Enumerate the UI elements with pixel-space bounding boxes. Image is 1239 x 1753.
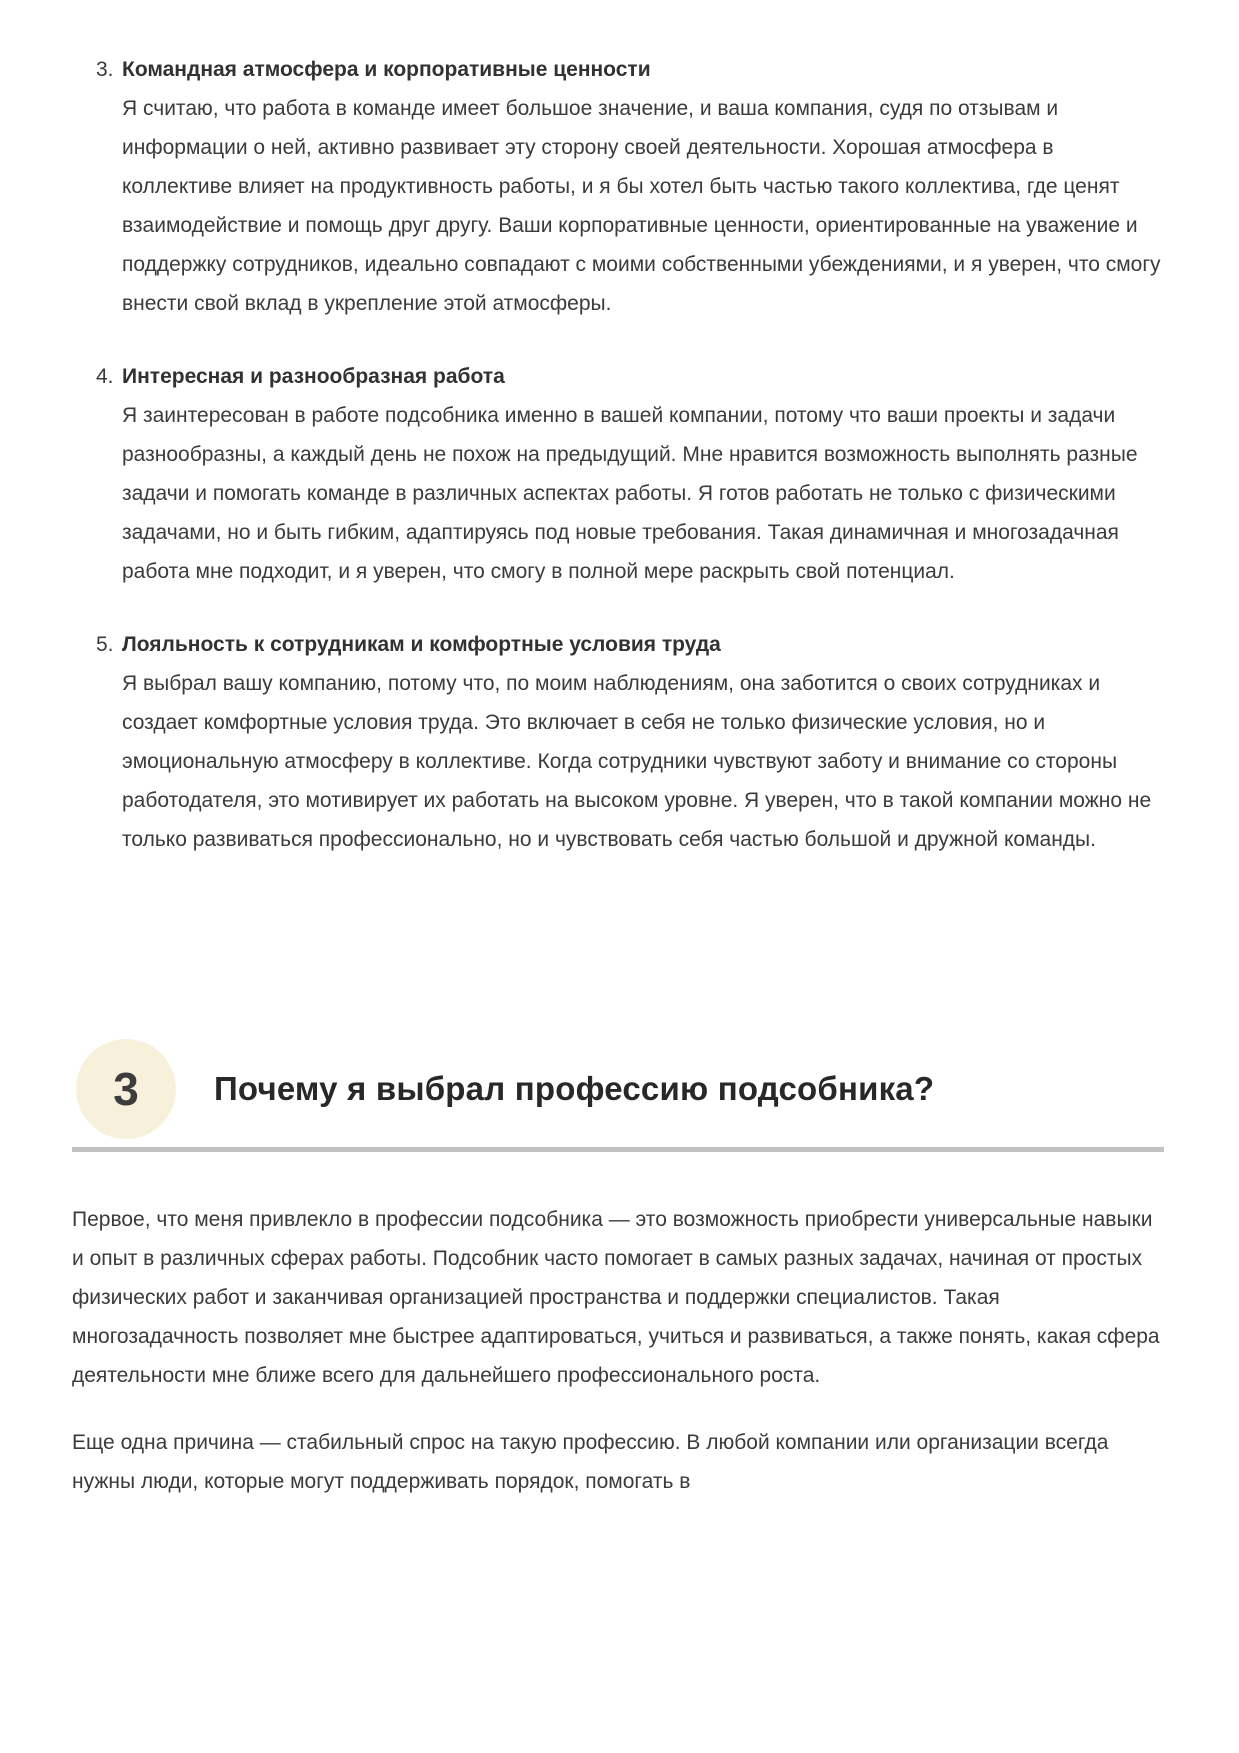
section-title: Почему я выбрал профессию подсобника? — [214, 1070, 935, 1107]
list-item-body: Я считаю, что работа в команде имеет большое значение, и ваша компания, судя по отзывам и информации о ней, активно развивает эту сторону своей деятельности. Хорошая атмосфера в коллективе влияет на продуктивность работы, и я бы хотел быть частью такого коллектива, где ценят взаимодействие и помощь друг другу. Ваши корпоративные ценности, ориентированные на уважение и поддержку сотрудников, идеально совпадают с моими собственными убеждениями, и я уверен, что смогу внести свой вклад в укрепление этой атмосферы. — [122, 97, 1161, 315]
section-number-badge: 3 — [76, 1039, 176, 1139]
section-divider — [72, 1147, 1164, 1152]
list-item-content — [122, 625, 1164, 859]
list-item-number: 3. — [96, 58, 114, 81]
list-item-title: Лояльность к сотрудникам и комфортные условия труда — [122, 633, 721, 656]
list-item-number: 5. — [96, 633, 114, 656]
list-item-body: Я заинтересован в работе подсобника именно в вашей компании, потому что ваши проекты и задачи разнообразны, а каждый день не похож на предыдущий. Мне нравится возможность выполнять разные задачи и помогать команде в различных аспектах работы. Я готов работать не только с физическими задачами, но и быть гибким, адаптируясь под новые требования. Такая динамичная и многозадачная работа мне подходит, и я уверен, что смогу в полной мере раскрыть свой потенциал. — [122, 404, 1138, 583]
section-header — [72, 1039, 1164, 1139]
list-item — [72, 50, 1164, 323]
list-item-title: Командная атмосфера и корпоративные ценности — [122, 58, 651, 81]
list-item-content — [122, 50, 1164, 323]
paragraph: Еще одна причина — стабильный спрос на такую профессию. В любой компании или организации всегда нужны люди, которые могут поддерживать порядок, помогать в — [72, 1431, 1109, 1493]
list-item-content — [122, 357, 1164, 591]
numbered-list — [72, 50, 1164, 859]
list-item-body: Я выбрал вашу компанию, потому что, по моим наблюдениям, она заботится о своих сотрудниках и создает комфортные условия труда. Это включает в себя не только физические условия, но и эмоциональную атмосферу в коллективе. Когда сотрудники чувствуют заботу и внимание со стороны работодателя, это мотивирует их работать на высоком уровне. Я уверен, что в такой компании можно не только развиваться профессионально, но и чувствовать себя частью большой и дружной команды. — [122, 672, 1152, 851]
list-item — [72, 625, 1164, 859]
list-item-number: 4. — [96, 365, 114, 388]
list-item — [72, 357, 1164, 591]
list-item-title: Интересная и разнообразная работа — [122, 365, 505, 388]
paragraph: Первое, что меня привлекло в профессии подсобника — это возможность приобрести универсальные навыки и опыт в различных сферах работы. Подсобник часто помогает в самых разных задачах, начиная от простых физических работ и заканчивая организацией пространства и поддержки специалистов. Такая многозадачность позволяет мне быстрее адаптироваться, учиться и развиваться, а также понять, какая сфера деятельности мне ближе всего для дальнейшего профессионального роста. — [72, 1208, 1160, 1387]
